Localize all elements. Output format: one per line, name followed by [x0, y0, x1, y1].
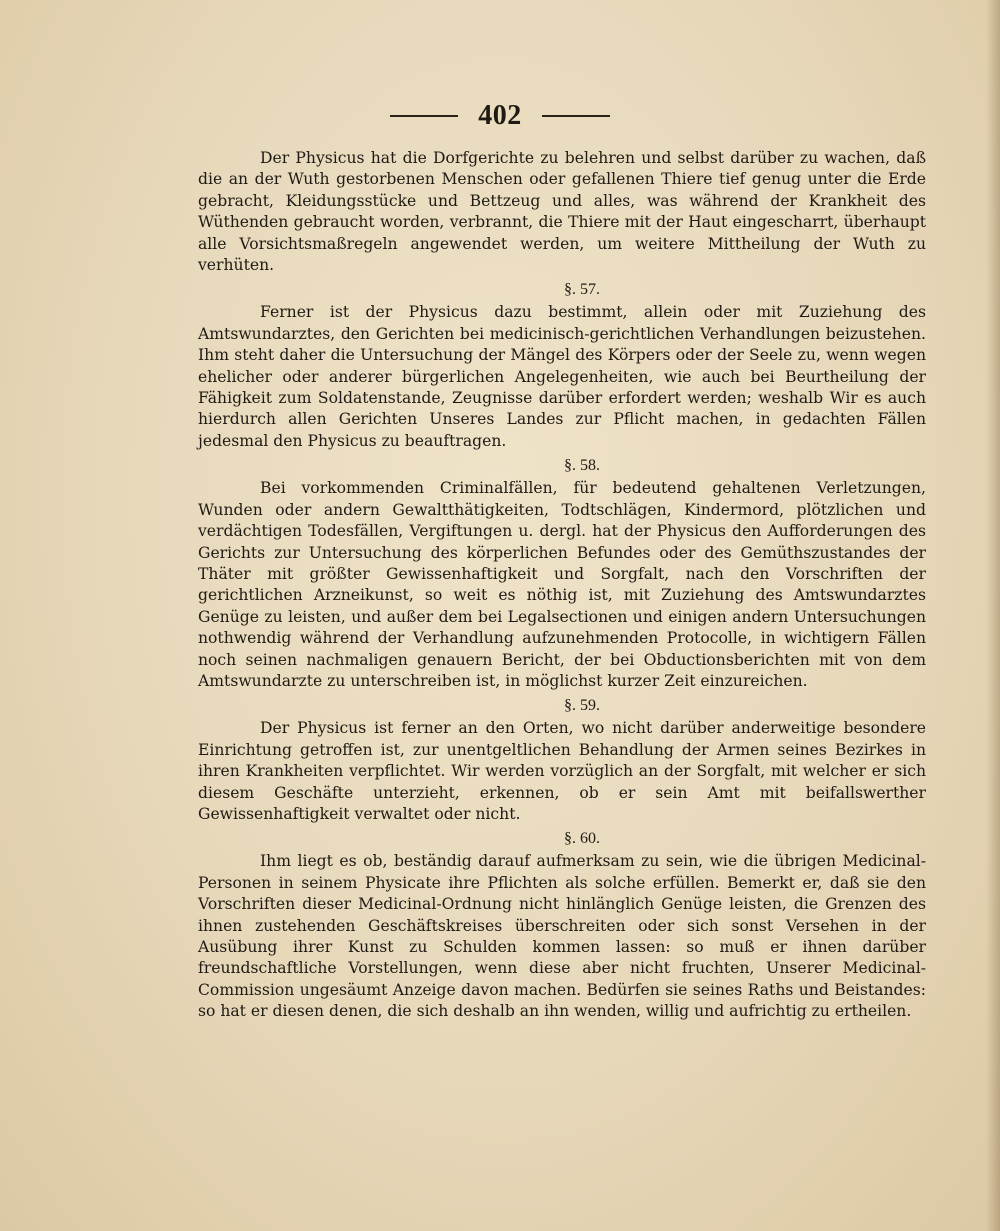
section-heading-60: §. 60.	[564, 830, 600, 848]
page-edge-shadow	[986, 0, 1000, 1231]
header-rule-right	[542, 115, 610, 117]
section-heading-58: §. 58.	[564, 457, 600, 475]
page-body	[198, 148, 926, 1023]
page-header	[0, 98, 1000, 134]
paragraph-3: Bei vorkommenden Criminalfällen, für bedeutend gehaltenen Verletzungen, Wunden oder andern Gewaltthätigkeiten, Todtschlägen, Kindermord, plötzlichen und verdächtigen Todesfällen, Vergiftungen u. dergl. hat der Physicus den Aufforderungen des Gerichts zur Untersuchung des körperlichen Befundes oder des Gemüthszustandes der Thäter mit größter Gewissenhaftigkeit und Sorgfalt, nach den Vorschriften der gerichtlichen Arzneikunst, so weit es nöthig ist, mit Zuziehung des Amtswundarztes Genüge zu leisten, und außer dem bei Legalsectionen und einigen andern Untersuchungen nothwendig während der Verhandlung aufzunehmenden Protocolle, in wichtigern Fällen noch seinen nachmaligen genauern Bericht, der bei Obductionsberichten mit von dem Amtswundarzte zu unterschreiben ist, in möglichst kurzer Zeit einzureichen.	[198, 479, 926, 690]
header-rule-left	[390, 115, 458, 117]
page-number: 402	[478, 100, 522, 131]
paragraph-1: Der Physicus hat die Dorfgerichte zu belehren und selbst darüber zu wachen, daß die an der Wuth gestorbenen Menschen oder gefallenen Thiere tief genug unter die Erde gebracht, Kleidungsstücke und Bettzeug und alles, was während der Krankheit des Wüthenden gebraucht worden, verbrannt, die Thiere mit der Haut eingescharrt, überhaupt alle Vorsichtsmaßregeln angewendet werden, um weitere Mittheilung der Wuth zu verhüten.	[198, 149, 926, 275]
section-heading-59: §. 59.	[564, 697, 600, 715]
section-heading-57: §. 57.	[564, 281, 600, 299]
paragraph-5: Ihm liegt es ob, beständig darauf aufmerksam zu sein, wie die übrigen Medicinal-Personen in seinem Physicate ihre Pflichten als solche erfüllen. Bemerkt er, daß sie den Vorschriften dieser Medicinal-Ordnung nicht hinlänglich Genüge leisten, die Grenzen des ihnen zustehenden Geschäftskreises überschreiten oder sich sonst Versehen in der Ausübung ihrer Kunst zu Schulden kommen lassen: so muß er ihnen darüber freundschaftliche Vorstellungen, wenn diese aber nicht fruchten, Unserer Medicinal-Commission ungesäumt Anzeige davon machen. Bedürfen sie seines Raths und Beistandes: so hat er diesen denen, die sich deshalb an ihn wenden, willig und aufrichtig zu ertheilen.	[198, 852, 926, 1021]
paragraph-4: Der Physicus ist ferner an den Orten, wo nicht darüber anderweitige besondere Einrichtung getroffen ist, zur unentgeltlichen Behandlung der Armen seines Bezirkes in ihren Krankheiten verpflichtet. Wir werden vorzüglich an der Sorgfalt, mit welcher er sich diesem Geschäfte unterzieht, erkennen, ob er sein Amt mit beifallswerther Gewissenhaftigkeit verwaltet oder nicht.	[198, 719, 926, 823]
paragraph-2: Ferner ist der Physicus dazu bestimmt, allein oder mit Zuziehung des Amtswundarztes, den Gerichten bei medicinisch-gerichtlichen Verhandlungen beizustehen. Ihm steht daher die Untersuchung der Mängel des Körpers oder der Seele zu, wenn wegen ehelicher oder anderer bürgerlichen Angelegenheiten, wie auch bei Beurtheilung der Fähigkeit zum Soldatenstande, Zeugnisse darüber erfordert werden; weshalb Wir es auch hierdurch allen Gerichten Unseres Landes zur Pflicht machen, in gedachten Fällen jedesmal den Physicus zu beauftragen.	[198, 303, 926, 450]
